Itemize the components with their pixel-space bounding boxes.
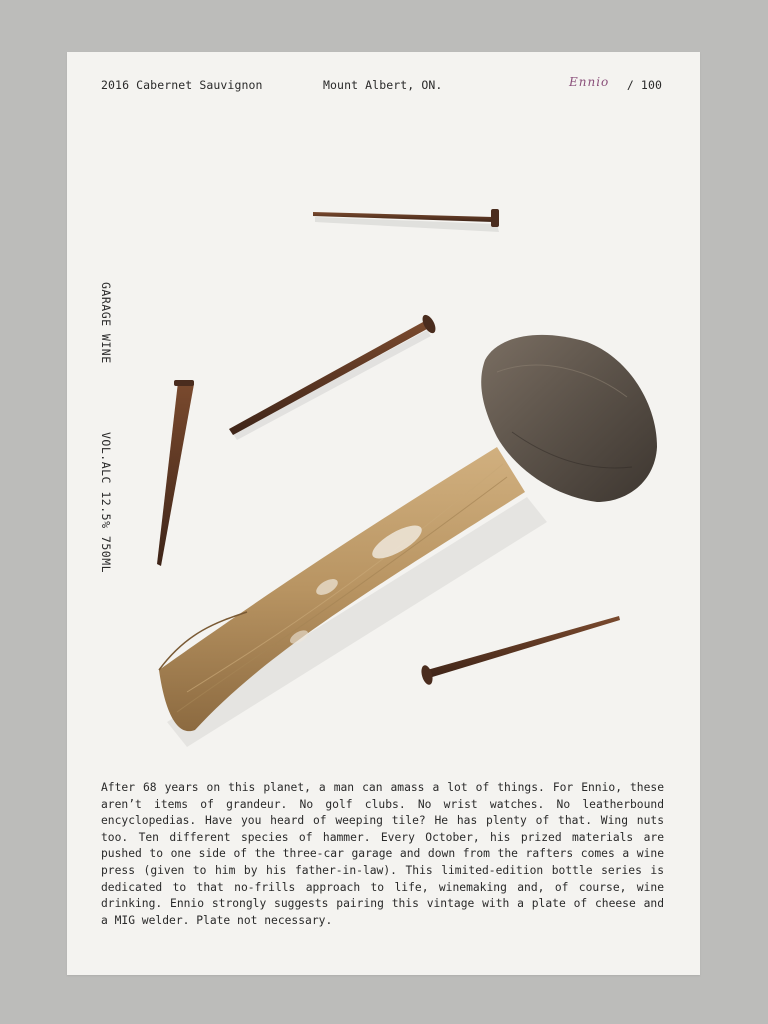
location-label: Mount Albert, ON. [323, 78, 443, 92]
garage-wine-label: GARAGE WINE [99, 282, 113, 364]
alcohol-volume-label: VOL.ALC 12.5% 750ML [99, 432, 113, 574]
nail-middle [229, 313, 438, 440]
nail-left [157, 380, 194, 566]
label-header [101, 75, 662, 94]
nail-bottom [419, 616, 620, 686]
bottle-number: / 100 [626, 78, 662, 92]
hammer-handle [159, 447, 525, 731]
signature: Ennio [569, 75, 610, 89]
wine-label [67, 52, 700, 975]
vintage-label: 2016 Cabernet Sauvignon [101, 78, 263, 92]
story-paragraph: After 68 years on this planet, a man can amass a lot of things. For Ennio, these aren’t items of grandeur. No golf clubs. No wrist watches. No leatherbound encyclopedias. Have you heard of weeping tile? He has plenty of that. Wing nuts too. Ten different species of hammer. Every October, his prized materials are pushed to one side of the three-car garage and down from the rafters comes a wine press (given to him by his father-in-law). This limited-edition bottle series is dedicated to that no-frills approach to life, winemaking and, of course, wine drinking. Ennio strongly suggests pairing this vintage with a plate of cheese and a MIG welder. Plate not necessary. [101, 781, 664, 927]
hammer-and-nails-illustration [67, 192, 700, 752]
nail-top [313, 209, 499, 232]
